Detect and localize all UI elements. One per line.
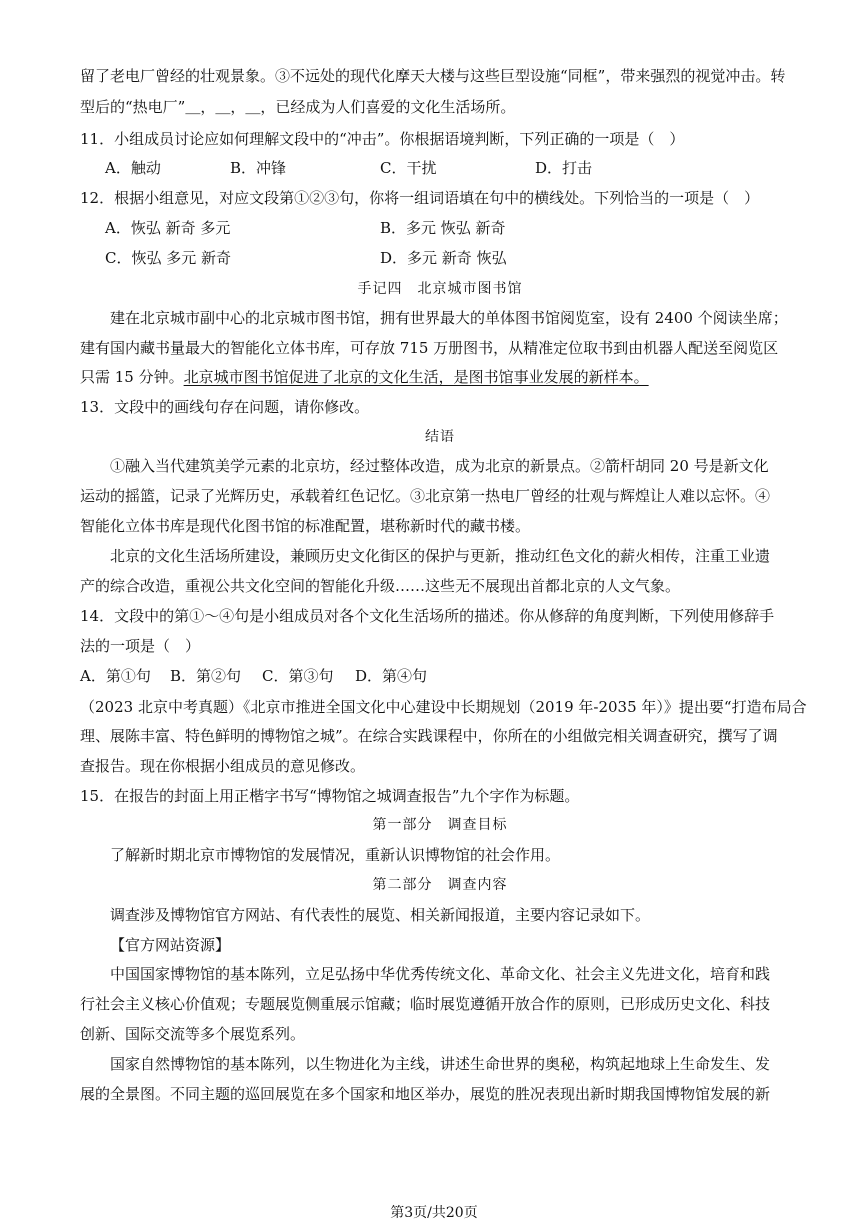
option-11-d[interactable]: D．打击	[535, 159, 593, 177]
option-14-d[interactable]: D．第④句	[355, 667, 428, 685]
option-12-b[interactable]: B．多元 恢弘 新奇	[380, 219, 506, 237]
underlined-sentence: 北京城市图书馆促进了北京的文化生活，是图书馆事业发展的新样本。	[183, 368, 649, 386]
text-line: 国家自然博物馆的基本陈列，以生物进化为主线，讲述生命世界的奥秘，构筑起地球上生命发生、发	[110, 1055, 771, 1073]
text-line: 型后的“热电厂”＿，＿，＿，已经成为人们喜爱的文化生活场所。	[80, 98, 516, 116]
text-line	[80, 367, 800, 387]
section-heading: 手记四 北京城市图书馆	[357, 281, 523, 297]
page-number: 第3页/共20页	[390, 1205, 478, 1221]
text-line: 展的全景图。不同主题的巡回展览在多个国家和地区举办，展览的胜况表现出新时期我国博物馆发展的新	[80, 1085, 771, 1103]
text-line: 智能化立体书库是现代化图书馆的标准配置，堪称新时代的藏书楼。	[80, 517, 531, 535]
text-line: ①融入当代建筑美学元素的北京坊，经过整体改造，成为北京的新景点。②箭杆胡同 20 号是新文化	[110, 457, 769, 475]
text-line: 北京的文化生活场所建设，兼顾历史文化街区的保护与更新，推动红色文化的薪火相传，注重工业遗	[110, 547, 771, 565]
option-11-b[interactable]: B．冲锋	[230, 159, 287, 177]
question-13: 13．文段中的画线句存在问题，请你修改。	[80, 398, 370, 416]
section-heading: 第一部分 调查目标	[372, 817, 508, 833]
text-line: 中国国家博物馆的基本陈列，立足弘扬中华优秀传统文化、革命文化、社会主义先进文化，培育和践	[110, 965, 771, 983]
text-line: 留了老电厂曾经的壮观景象。③不远处的现代化摩天大楼与这些巨型设施“同框”，带来强烈的视觉冲击。转	[80, 67, 786, 85]
text-line: （2023 北京中考真题）《北京市推进全国文化中心建设中长期规划（2019 年-2035 年）》提出要“打造布局合	[80, 698, 807, 716]
text-line: 查报告。现在你根据小组成员的意见修改。	[80, 757, 366, 775]
option-14-b[interactable]: B．第②句	[170, 667, 242, 685]
text-segment: 只需 15 分钟。	[80, 368, 184, 386]
option-12-a[interactable]: A．恢弘 新奇 多元	[105, 219, 231, 237]
question-14: 14．文段中的第①～④句是小组成员对各个文化生活场所的描述。你从修辞的角度判断，下列使用修辞手	[80, 607, 775, 625]
question-14-cont: 法的一项是（ ）	[80, 637, 201, 655]
text-line: 产的综合改造，重视公共文化空间的智能化升级……这些无不展现出首都北京的人文气象。	[80, 577, 681, 595]
option-12-d[interactable]: D．多元 新奇 恢弘	[380, 249, 507, 267]
text-line: 行社会主义核心价值观；专题展览侧重展示馆藏；临时展览遵循开放合作的原则，已形成历史文化、科技	[80, 995, 771, 1013]
option-14-a[interactable]: A．第①句	[80, 667, 151, 685]
option-14-c[interactable]: C．第③句	[262, 667, 334, 685]
question-15: 15．在报告的封面上用正楷字书写“博物馆之城调查报告”九个字作为标题。	[80, 787, 580, 805]
text-line: 调查涉及博物馆官方网站、有代表性的展览、相关新闻报道，主要内容记录如下。	[110, 906, 651, 924]
question-12: 12．根据小组意见，对应文段第①②③句，你将一组词语填在句中的横线处。下列恰当的一项是（ ）	[80, 189, 760, 207]
subsection-label: 【官方网站资源】	[110, 936, 231, 954]
section-heading: 结语	[425, 429, 455, 445]
text-line: 建在北京城市副中心的北京城市图书馆，拥有世界最大的单体图书馆阅览室，设有 2400 个阅读坐席；	[110, 309, 788, 327]
option-11-c[interactable]: C．干扰	[380, 159, 437, 177]
question-11: 11．小组成员讨论应如何理解文段中的“冲击”。你根据语境判断，下列正确的一项是（ ）	[80, 130, 685, 148]
section-heading: 第二部分 调查内容	[372, 877, 508, 893]
option-11-a[interactable]: A．触动	[105, 159, 161, 177]
option-12-c[interactable]: C．恢弘 多元 新奇	[105, 249, 232, 267]
text-line: 运动的摇篮，记录了光辉历史，承载着红色记忆。③北京第一热电厂曾经的壮观与辉煌让人难以忘怀。④	[80, 487, 771, 505]
text-line: 了解新时期北京市博物馆的发展情况，重新认识博物馆的社会作用。	[110, 846, 561, 864]
text-line: 建有国内藏书量最大的智能化立体书库，可存放 715 万册图书，从精准定位取书到由机器人配送至阅览区	[80, 339, 779, 357]
text-line: 理、展陈丰富、特色鲜明的博物馆之城”。在综合实践课程中，你所在的小组做完相关调查研究，撰写了调	[80, 727, 778, 745]
text-line: 创新、国际交流等多个展览系列。	[80, 1025, 306, 1043]
